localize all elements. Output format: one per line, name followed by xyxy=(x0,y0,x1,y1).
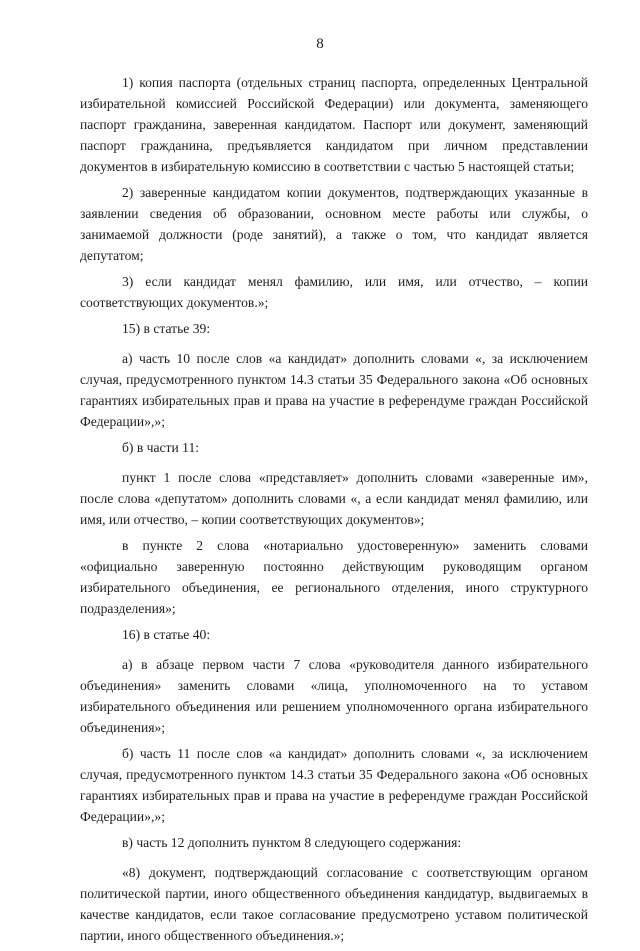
paragraph-article-40-b: б) часть 11 после слов «а кандидат» дополнить словами «, за исключением случая, предусмотренного пунктом 14.3 статьи 35 Федерального закона «Об основных гарантиях избирательных прав и права на участие в референдуме граждан Российской Федерации»,»; xyxy=(80,746,588,824)
paragraph-item-2: 2) заверенные кандидатом копии документов, подтверждающих указанные в заявлении сведения об образовании, основном месте работы или службы, о занимаемой должности (роде занятий), а также о том, что кандидат является депутатом; xyxy=(80,185,588,263)
paragraph-item-1: 1) копия паспорта (отдельных страниц паспорта, определенных Центральной избирательной комиссией Российской Федерации) или документа, заменяющего паспорт гражданина, заверенная кандидатом. Паспорт или документ, заменяющий паспорт гражданина, предъявляется кандидатом при личном представлении документов в избирательную комиссию в соответствии с частью 5 настоящей статьи; xyxy=(80,75,588,174)
paragraph-article-39-b: б) в части 11: xyxy=(122,440,200,455)
paragraph-item-3: 3) если кандидат менял фамилию, или имя, или отчество, – копии соответствующих документов.»; xyxy=(80,274,588,310)
paragraph-article-40-v: в) часть 12 дополнить пунктом 8 следующего содержания: xyxy=(122,835,462,850)
paragraph-article-40-a: а) в абзаце первом части 7 слова «руководителя данного избирательного объединения» заменить словами «лица, уполномоченного на то уставом избирательного объединения или решением уполномоченного органа избирательного объединения»; xyxy=(80,657,588,735)
paragraph-article-39: 15) в статье 39: xyxy=(122,321,211,336)
document-body xyxy=(80,72,588,951)
paragraph-article-40: 16) в статье 40: xyxy=(122,627,211,642)
paragraph-article-39-b-1: пункт 1 после слова «представляет» дополнить словами «заверенные им», после слова «депутатом» дополнить словами «, а если кандидат менял фамилию, или имя, или отчество, – копии соответствующих документов»; xyxy=(80,470,588,527)
paragraph-article-40-v-8: «8) документ, подтверждающий согласование с соответствующим органом политической партии, иного общественного объединения кандидатур, выдвигаемых в качестве кандидатов, если такое согласование предусмотрено уставом политической партии, иного общественного объединения.»; xyxy=(80,865,588,943)
page-number: 8 xyxy=(316,36,324,52)
paragraph-article-39-a: а) часть 10 после слов «а кандидат» дополнить словами «, за исключением случая, предусмотренного пунктом 14.3 статьи 35 Федерального закона «Об основных гарантиях избирательных прав и права на участие в референдуме граждан Российской Федерации»,»; xyxy=(80,351,588,429)
paragraph-article-39-b-2: в пункте 2 слова «нотариально удостоверенную» заменить словами «официально заверенную постоянно действующим руководящим органом избирательного объединения, ее регионального отделения, иного структурного подразделения»; xyxy=(80,538,588,616)
